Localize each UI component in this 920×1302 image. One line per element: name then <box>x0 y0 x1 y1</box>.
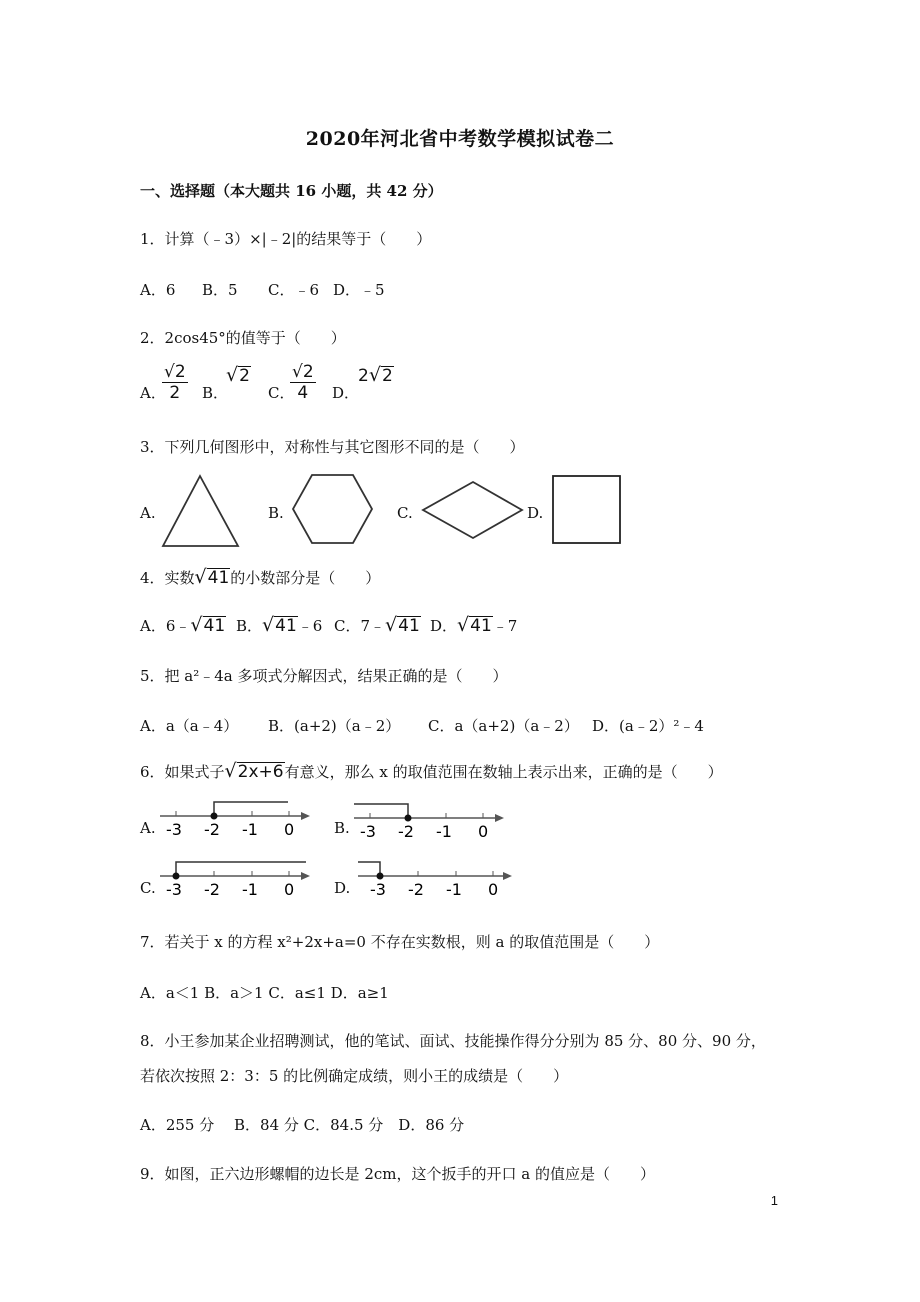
sqrt-expression: √41 <box>262 614 297 636</box>
tick-label: 0 <box>284 820 295 839</box>
q2-label-d: D． <box>332 384 360 402</box>
question-8-line-2: 若依次按照 2：3：5 的比例确定成绩，则小王的成绩是（ ） <box>140 1067 569 1085</box>
tick-label: -3 <box>166 880 182 899</box>
question-6-stem <box>140 756 723 787</box>
fraction-denominator: 4 <box>297 383 309 403</box>
question-1-stem: 1．计算（﹣3）×|﹣2|的结果等于（ ） <box>140 230 432 248</box>
radicand: 41 <box>275 616 297 636</box>
q2-option-a-fraction <box>162 362 188 403</box>
tick-label: 0 <box>478 822 489 841</box>
option-prefix: D． <box>430 617 458 635</box>
q2-option-c-fraction <box>290 362 316 403</box>
stem-prefix: 4．实数 <box>140 569 195 587</box>
q2-label-b: B． <box>202 384 229 402</box>
q5-option-b: B．(a+2)（a﹣2） <box>268 717 401 735</box>
q4-option-c <box>334 610 421 641</box>
coefficient: 2 <box>358 366 369 386</box>
tick-label: -1 <box>436 822 452 841</box>
page-number: 1 <box>770 1193 778 1208</box>
fraction-denominator: 2 <box>169 383 181 403</box>
tick-label: -1 <box>242 880 258 899</box>
tick-label: 0 <box>284 880 295 899</box>
q6-label-d: D. <box>334 879 351 897</box>
sqrt-expression: √41 <box>457 614 492 636</box>
q6-label-c: C. <box>140 879 156 897</box>
q6-label-b: B. <box>334 819 350 837</box>
question-5-stem: 5．把 a²﹣4a 多项式分解因式，结果正确的是（ ） <box>140 667 508 685</box>
sqrt-expression: √41 <box>385 614 420 636</box>
radicand: 41 <box>203 616 226 636</box>
tick-label: -3 <box>360 822 376 841</box>
tick-label: -2 <box>204 820 220 839</box>
radicand: 41 <box>470 616 492 636</box>
tick-label: -1 <box>242 820 258 839</box>
q5-option-d: D．(a﹣2）²﹣4 <box>592 717 704 735</box>
q4-option-d <box>430 610 517 641</box>
question-4-stem <box>140 562 380 593</box>
tick-label: 0 <box>488 880 499 899</box>
hexagon-icon <box>290 472 376 546</box>
q1-option-d: D．﹣5 <box>333 281 385 299</box>
tick-label: -2 <box>204 880 220 899</box>
question-7-options: A．a＜1 B．a＞1 C．a≤1 D．a≥1 <box>140 984 389 1002</box>
rhombus-icon <box>420 479 526 541</box>
sqrt-expression: √2x+6 <box>224 760 284 782</box>
question-2-stem: 2．2cos45°的值等于（ ） <box>140 329 346 347</box>
q3-label-a: A. <box>140 504 156 522</box>
option-suffix: ﹣6 <box>297 617 323 635</box>
stem-suffix: 有意义，那么 x 的取值范围在数轴上表示出来，正确的是（ ） <box>284 763 723 781</box>
number-line-b <box>352 798 507 842</box>
radicand: 41 <box>398 616 420 636</box>
q5-option-c: C．a（a+2)（a﹣2） <box>428 717 579 735</box>
radicand: 2x+6 <box>237 762 284 782</box>
sqrt-expression: √41 <box>190 614 226 636</box>
q1-option-c: C．﹣6 <box>268 281 320 299</box>
square-icon <box>550 473 624 547</box>
sqrt-expression: √41 <box>194 566 230 588</box>
question-3-stem: 3．下列几何图形中，对称性与其它图形不同的是（ ） <box>140 438 525 456</box>
q2-option-b-sqrt: √2 <box>226 364 250 386</box>
q3-label-d: D. <box>527 504 544 522</box>
option-prefix: C．7﹣ <box>334 617 386 635</box>
page-title: 2020年河北省中考数学模拟试卷二 <box>305 128 615 150</box>
option-prefix: A．6﹣ <box>140 617 191 635</box>
stem-suffix: 的小数部分是（ ） <box>230 569 381 587</box>
tick-label: -2 <box>408 880 424 899</box>
q3-label-c: C. <box>397 504 413 522</box>
q1-option-b: B．5 <box>202 281 238 299</box>
q2-label-a: A． <box>140 384 166 402</box>
question-8-options: A．255 分 B．84 分 C．84.5 分 D．86 分 <box>140 1116 465 1134</box>
option-prefix: B． <box>236 617 263 635</box>
tick-label: -2 <box>398 822 414 841</box>
radicand: 2 <box>381 366 393 386</box>
q2-option-d-sqrt: 2√2 <box>358 364 393 386</box>
fraction-numerator: √2 <box>292 362 314 382</box>
tick-label: -1 <box>446 880 462 899</box>
q6-label-a: A. <box>140 819 156 837</box>
stem-prefix: 6．如果式子 <box>140 763 225 781</box>
question-9-stem: 9．如图，正六边形螺帽的边长是 2cm，这个扳手的开口 a 的值应是（ ） <box>140 1165 655 1183</box>
q1-option-a: A．6 <box>140 281 176 299</box>
question-8-line-1: 8．小王参加某企业招聘测试，他的笔试、面试、技能操作得分分别为 85 分、80 分、90 分， <box>140 1032 766 1050</box>
q2-label-c: C． <box>268 384 295 402</box>
tick-label: -3 <box>370 880 386 899</box>
number-line-d <box>356 856 516 900</box>
number-line-c <box>158 856 313 900</box>
triangle-icon <box>160 473 242 549</box>
option-suffix: ﹣7 <box>492 617 518 635</box>
section-heading: 一、选择题（本大题共 16 小题，共 42 分） <box>140 182 443 200</box>
radicand: 41 <box>207 568 230 588</box>
q4-option-b <box>236 610 322 641</box>
tick-label: -3 <box>166 820 182 839</box>
fraction-numerator: √2 <box>164 362 186 382</box>
q5-option-a: A．a（a﹣4） <box>140 717 239 735</box>
radicand: 2 <box>239 366 250 386</box>
question-7-stem: 7．若关于 x 的方程 x²+2x+a=0 不存在实数根，则 a 的取值范围是（ ） <box>140 933 660 951</box>
number-line-a <box>158 798 313 842</box>
q3-label-b: B. <box>268 504 284 522</box>
q4-option-a <box>140 610 226 641</box>
